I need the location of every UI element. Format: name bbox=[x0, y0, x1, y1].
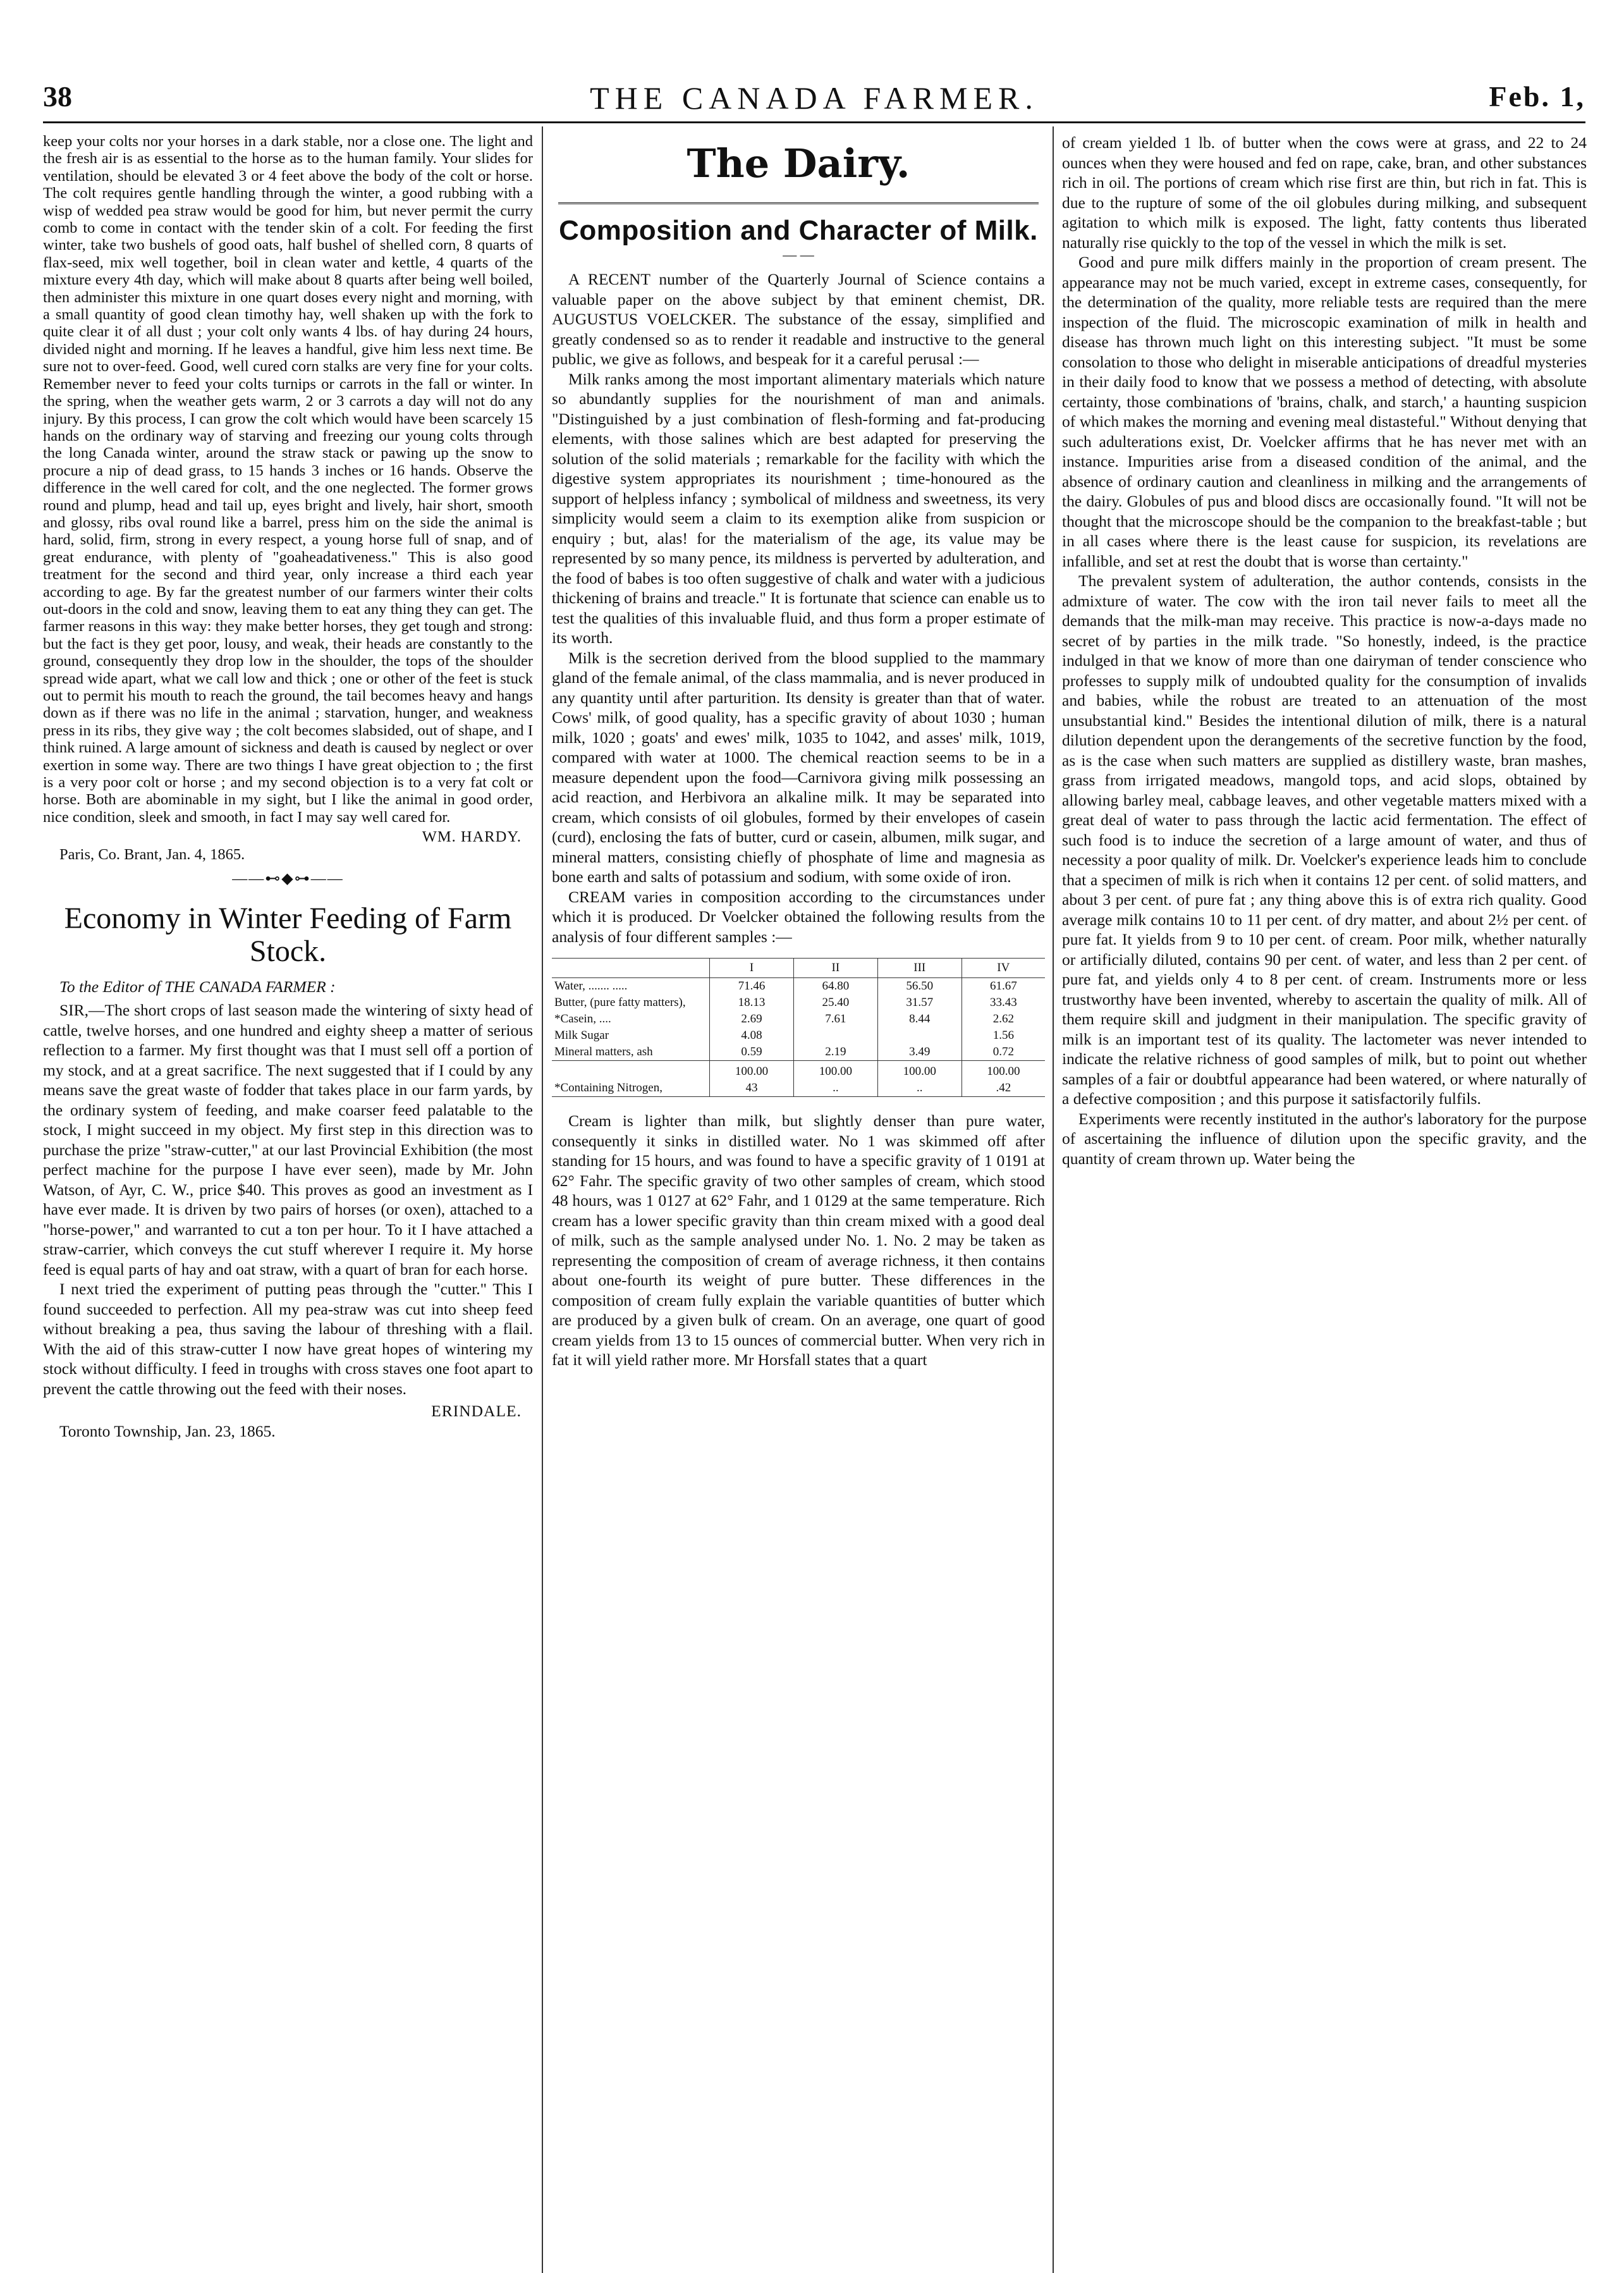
table-cell: 18.13 bbox=[710, 995, 794, 1011]
table-cell: 71.46 bbox=[710, 978, 794, 995]
economy-paragraph-2: I next tried the experiment of putting peas through the "cutter." This I found succeeded to perfection. All my pea-straw was cut into sheep feed without breaking a pea, thus saving the labour of threshing with a flail. With the aid of this straw-cutter I now have great hopes of wintering my stock without difficulty. I feed in troughs with cross staves one foot apart to prevent the cattle throwing out the feed with their noses. bbox=[43, 1280, 533, 1398]
page-header bbox=[43, 80, 1585, 118]
cream-analysis-table bbox=[552, 958, 1045, 1097]
table-cell: .. bbox=[793, 1080, 877, 1097]
table-cell bbox=[877, 1027, 962, 1044]
table-cell: 33.43 bbox=[962, 995, 1045, 1011]
milk-paragraph-2: Milk ranks among the most important alimentary materials which nature so abundantly supplies for the nourishment of man and animals. "Distinguished by a just combination of flesh-forming and fat-producing elements, with those salines which are best adapted for preserving the solution of the solid materials ; remarkable for the facility with which the digestive system appropriates its nourishment ; time-honoured as the support of helpless infancy ; symbolical of mildness and sweetness, its very simplicity would seem a claim to its exemption alike from suspicion or enquiry ; but, alas! for the materialism of the age, its value may be represented by so many pence, its mildness is perverted by adulteration, and the food of babes is too often suggestive of chalk and water with a judicious thickening of brains and treacle." It is fortunate that science can enable us to test the qualities of this invaluable fluid, and thus form a proper estimate of its worth. bbox=[552, 369, 1045, 647]
table-row bbox=[552, 1011, 1045, 1027]
table-cell: 0.59 bbox=[710, 1044, 794, 1061]
table-cell: 2.19 bbox=[793, 1044, 877, 1061]
milk-continued-paragraph-3: The prevalent system of adulteration, the author contends, consists in the admixture of water. The cow with the iron tail never fails to meet all the demands that the milk-man may receive. This practice is now-a-days made no secret of by parties in the milk trade. "So honestly, indeed, is the practice indulged in that we know of more than one dairyman of tender conscience who professes to supply milk of undoubted quality for the consumption of invalids and babies, while the robust are treated to an attenuation of the most unsubstantial kind." Besides the intentional dilution of milk, there is a natural dilution dependent upon the derangements of the secretive function by the food, as is the case when such matters are supplied as distillery waste, bran mashes, grass from irrigated meadows, mangold tops, and acid slops, obtained by allowing barley meal, cabbage leaves, and other vegetable matters mixed with a great deal of water to pass through the lactic acid fermentation. The effect of such food is to induce the secretion of a large amount of water, and thus of necessity a poor quality of milk. Dr. Voelcker's experience leads him to conclude that a specimen of milk is rich when it contains 12 per cent. of solid matters, and about 3 per cent. of pure fat ; any thing above this is of extra rich quality. Good average milk contains 10 to 11 per cent. of dry matter, and about 2½ per cent. of pure fat. It yields from 9 to 10 per cent. of cream. Poor milk, whether naturally or artificially diluted, contains 90 per cent. of water, and less than 2 per cent. of pure fat, and yields only 4 to 8 per cent. of cream. Instruments more or less trustworthy have been invented, whereby to ascertain the quality of milk. All of them require skill and judgment in their manipulation. The specific gravity of milk is an important test of its quality. The lactometer was never intended to indicate the relative richness of good samples of milk, but to point out whether samples of a fair or doubtful appearance had been watered, or where naturally of a defective composition ; and this purpose it satisfactorily fulfils. bbox=[1062, 572, 1587, 1108]
table-cell: 100.00 bbox=[710, 1061, 794, 1081]
milk-continued-paragraph-4: Experiments were recently instituted in the author's laboratory for the purpose of ascertaining the influence of dilution upon the specific gravity, and the quantity of cream thrown up. Water being the bbox=[1062, 1109, 1587, 1168]
table-cell: Milk Sugar bbox=[554, 1029, 609, 1042]
table-header-row bbox=[552, 959, 1045, 978]
issue-date: Feb. 1, bbox=[1489, 80, 1585, 113]
table-header-cell: III bbox=[877, 959, 962, 978]
table-cell: 8.44 bbox=[877, 1011, 962, 1027]
table-row bbox=[552, 1044, 1045, 1061]
column-rule-1 bbox=[542, 126, 543, 2273]
table-cell: .42 bbox=[962, 1080, 1045, 1097]
section-ornament: ——⊷◆⊶—— bbox=[232, 871, 344, 888]
column-3 bbox=[1062, 133, 1587, 1168]
milk-paragraph-1: A RECENT number of the Quarterly Journal of Science contains a valuable paper on the above subject by that eminent chemist, DR. AUGUSTUS VOELCKER. The substance of the essay, simplified and greatly condensed so as to render it readable and instructive to the general public, we give as follows, and bespeak for it a careful perusal :— bbox=[552, 270, 1045, 368]
table-cell bbox=[552, 1061, 710, 1081]
page-number: 38 bbox=[43, 80, 72, 113]
table-header-cell bbox=[552, 959, 710, 978]
economy-signature: ERINDALE. bbox=[431, 1402, 522, 1421]
table-row bbox=[552, 978, 1045, 995]
editor-salutation: To the Editor of THE CANADA FARMER : bbox=[59, 977, 336, 996]
letter-signature: WM. HARDY. bbox=[422, 828, 522, 846]
milk-paragraph-4: CREAM varies in composition according to the circumstances under which it is produced. Dr Voelcker obtained the following results from the analysis of four different samples :— bbox=[552, 887, 1045, 946]
milk-paragraph-3: Milk is the secretion derived from the blood supplied to the mammary gland of the female animal, of the class mammalia, and is never produced in any quantity until after parturition. Its density is greater than that of water. Cows' milk, of good quality, has a specific gravity of about 1030 ; human milk, 1020 ; goats' and ewes' milk, 1035 to 1042, and asses' milk, 1019, compared with water at 1000. The chemical reaction seems to be in a measure dependent upon the food—Carnivora giving milk possessing an acid reaction, and Herbivora an alkaline milk. It may be separated into cream, which consists of oil globules, formed by their envelopes of casein (curd), enclosing the fats of butter, curd or casein, albumen, milk sugar, and mineral matters, consisting chiefly of phosphate of lime and magnesia as bone earth and salts of potassium and sodium, with some oxide of iron. bbox=[552, 648, 1045, 886]
table-cell: .. bbox=[877, 1080, 962, 1097]
column-2 bbox=[552, 133, 1045, 1370]
table-cell: *Containing Nitrogen, bbox=[554, 1081, 662, 1094]
letter-dateline: Paris, Co. Brant, Jan. 4, 1865. bbox=[59, 845, 245, 863]
table-cell: 4.08 bbox=[710, 1027, 794, 1044]
table-cell: 2.69 bbox=[710, 1011, 794, 1027]
column-rule-2 bbox=[1053, 126, 1054, 2273]
article-heading-milk: Composition and Character of Milk. bbox=[559, 215, 1038, 246]
table-cell: *Casein, .... bbox=[554, 1012, 611, 1026]
table-cell: 100.00 bbox=[962, 1061, 1045, 1081]
article-heading-economy: Economy in Winter Feeding of Farm Stock. bbox=[64, 901, 512, 968]
milk-paragraph-5: Cream is lighter than milk, but slightly denser than pure water, consequently it sinks in distilled water. No 1 was skimmed off after standing for 15 hours, and was found to have a specific gravity of 1 0191 at 62° Fahr. The specific gravity of two other samples of cream, which stood 48 hours, was 1 0127 at 62° Fahr, and 1 0129 at the same temperature. Rich cream has a lower specific gravity than thin cream mixed with a good deal of milk, such as the sample analysed under No. 1. No. 2 may be taken as representing the composition of cream of average richness, it then contains about one-fourth its weight of pure butter. These differences in the composition of cream fully explain the variable quantities of butter which are produced by a given bulk of cream. On an average, one quart of good cream yields from 13 to 15 ounces of commercial butter. When very rich in fat it will yield rather more. Mr Horsfall states that a quart bbox=[552, 1112, 1045, 1369]
table-header-cell: I bbox=[710, 959, 794, 978]
table-row bbox=[552, 1061, 1045, 1081]
table-cell: 100.00 bbox=[793, 1061, 877, 1081]
column-1 bbox=[43, 133, 533, 1441]
table-row bbox=[552, 1080, 1045, 1097]
table-cell: 0.72 bbox=[962, 1044, 1045, 1061]
section-double-rule bbox=[558, 202, 1039, 208]
table-cell: 64.80 bbox=[793, 978, 877, 995]
table-cell: 1.56 bbox=[962, 1027, 1045, 1044]
table-cell: 61.67 bbox=[962, 978, 1045, 995]
table-cell: 3.49 bbox=[877, 1044, 962, 1061]
table-row bbox=[552, 995, 1045, 1011]
section-heading-dairy: The Dairy. bbox=[687, 140, 910, 187]
table-cell: 7.61 bbox=[793, 1011, 877, 1027]
table-cell: 2.62 bbox=[962, 1011, 1045, 1027]
table-cell: 25.40 bbox=[793, 995, 877, 1011]
table-body bbox=[552, 978, 1045, 1097]
economy-paragraph-1: SIR,—The short crops of last season made the wintering of sixty head of cattle, twelve horses, and one hundred and eighty sheep a matter of serious reflection to a farmer. My first thought was that I must sell off a portion of my stock, and at a great sacrifice. The next suggested that if I could by any means save the great waste of fodder that takes place in our farm yards, by the ordinary system of feeding, and make coarser feed palatable to the stock, I might succeed in my object. My first step in this direction was to purchase the prize "straw-cutter," at our last Provincial Exhibition (the most perfect machine for the purpose I have ever seen), made by Mr. John Watson, of Ayr, C. W., price $40. This proves as good an investment as I have ever made. It is driven by two pairs of horses (or oxen), attached to a "horse-power," and warranted to cut a ton per hour. To it I have attached a straw-carrier, which conveys the cut stuff wherever I require it. My horse feed is equal parts of hay and oat straw, with a quart of bran for each horse. bbox=[43, 1001, 533, 1278]
table-header-cell: II bbox=[793, 959, 877, 978]
table-cell: 100.00 bbox=[877, 1061, 962, 1081]
table-cell: Butter, (pure fatty matters), bbox=[554, 996, 686, 1009]
table-row bbox=[552, 1027, 1045, 1044]
economy-dateline: Toronto Township, Jan. 23, 1865. bbox=[59, 1421, 276, 1440]
newspaper-title: THE CANADA FARMER. bbox=[590, 80, 1039, 116]
heading-divider: — — bbox=[783, 246, 814, 262]
colt-letter-body: keep your colts nor your horses in a dark stable, nor a close one. The light and the fresh air is as essential to the horse as to the human family. Your slides for ventilation, should be elevated 3 or 4 feet above the body of the colt or horse. The colt requires gentle handling through the winter, a good rubbing with a wisp of wedded pea straw would be good for him, but never permit the curry comb to come in contact with the tender skin of a colt. For feeding the first winter, take two bushels of good oats, half bushel of shelled corn, 8 quarts of flax-seed, mix well together, boil in clean water and kettle, 4 quarts of the mixture every 4th day, which will make about 8 quarts after being well boiled, then administer this mixture in one quart doses every night and morning, with a small quantity of good clean timothy hay, well shaken up with the fork to quite clear it of all dust ; your colt only wants 4 lbs. of hay during 24 hours, divided night and morning. If he leaves a handful, give him less next time. Be sure not to over-feed. Good, well cured corn stalks are very fine for your colts. Remember never to feed your colts turnips or carrots in the fall or winter. In the spring, when the weather gets warm, 2 or 3 carrots a day will not do any injury. By this process, I can grow the colt which would have been scarcely 15 hands on the ordinary way of starving and freezing our young colts through the long Canada winter, around the straw stack or pawing up the snow to procure a nip of dead grass, to 15 hands 3 inches or 16 hands. Observe the difference in the well cared for colt, and the one neglected. The former grows round and plump, head and tail up, eyes bright and lively, hair short, smooth and glossy, ribs oval round like a barrel, press him on the side the animal is hard, solid, firm, strong in every respect, a young horse full of snap, and of great endurance, with plenty of "goaheadativeness." This is also good treatment for the second and third year, only increase a third each year according to age. By far the greatest number of our farmers winter their colts out-doors in the cold and snow, leaving them to eat any thing they can get. The farmer reasons in this way: they make better horses, they get tough and strong: but the fact is they get poor, lousy, and weak, their heads are constantly to the ground, consequently they drop low in the shoulder, the tops of the shoulder spread wide apart, what we call low and thick ; one or other of the feet is stuck out to permit his mouth to reach the ground, the tail becomes heavy and hangs down as if there was no life in the animal ; starvation, hunger, and weakness press in its ribs, they give way ; the colt becomes slabsided, out of shape, and I think ruined. A large amount of sickness and death is caused by neglect or over exertion in some way. There are two things I have great objection to ; the first is a very poor colt or horse ; and my second objection is to a very fat colt or horse. Both are abominable in my sight, but I like the animal in good order, nice condition, sleek and smooth, in fact I may say well cared for. bbox=[43, 133, 533, 826]
header-rule bbox=[43, 121, 1585, 123]
table-cell bbox=[793, 1027, 877, 1044]
table-cell: 43 bbox=[710, 1080, 794, 1097]
milk-continued-paragraph-2: Good and pure milk differs mainly in the proportion of cream present. The appearance may not be much varied, except in extreme cases, consequently, for the determination of the quality, more reliable tests are required than the mere inspection of the fluid. The microscopic examination of milk in health and disease has thrown much light on this interesting subject. "It must be some consolation to those who delight in miserable anticipations of dreadful mysteries in their daily food to know that we possess a method of detecting, with absolute certainty, those combinations of 'brains, chalk, and starch,' a haunting suspicion of which makes the morning and evening meal distasteful." Without denying that such adulterations exist, Dr. Voelcker affirms that he has never met with an instance. Impurities arise from a diseased condition of the animal, and the absence of ordinary caution and cleanliness in milking and the arrangements of the dairy. Globules of pus and blood discs are occasionally found. "It will not be thought that the microscope should be the companion to the breakfast-table ; but in all cases where there is the least cause for suspicion, its revelations are infallible, and set at rest the doubt that is worse than certainty." bbox=[1062, 253, 1587, 570]
table-cell: 31.57 bbox=[877, 995, 962, 1011]
milk-continued-paragraph-1: of cream yielded 1 lb. of butter when the cows were at grass, and 22 to 24 ounces when they were housed and fed on rape, cake, bran, and other substances rich in oil. The portions of cream which rise first are thin, but rich in fat. This is due to the rupture of some of the oil globules during milking, and subsequent agitation to which milk is exposed. The light, fatty contents thus liberated naturally rise quickly to the top of the vessel in which the milk is set. bbox=[1062, 133, 1587, 252]
table-header-cell: IV bbox=[962, 959, 1045, 978]
table-cell: 56.50 bbox=[877, 978, 962, 995]
table-cell: Mineral matters, ash bbox=[554, 1045, 653, 1058]
table-cell: Water, ....... ..... bbox=[554, 979, 628, 993]
